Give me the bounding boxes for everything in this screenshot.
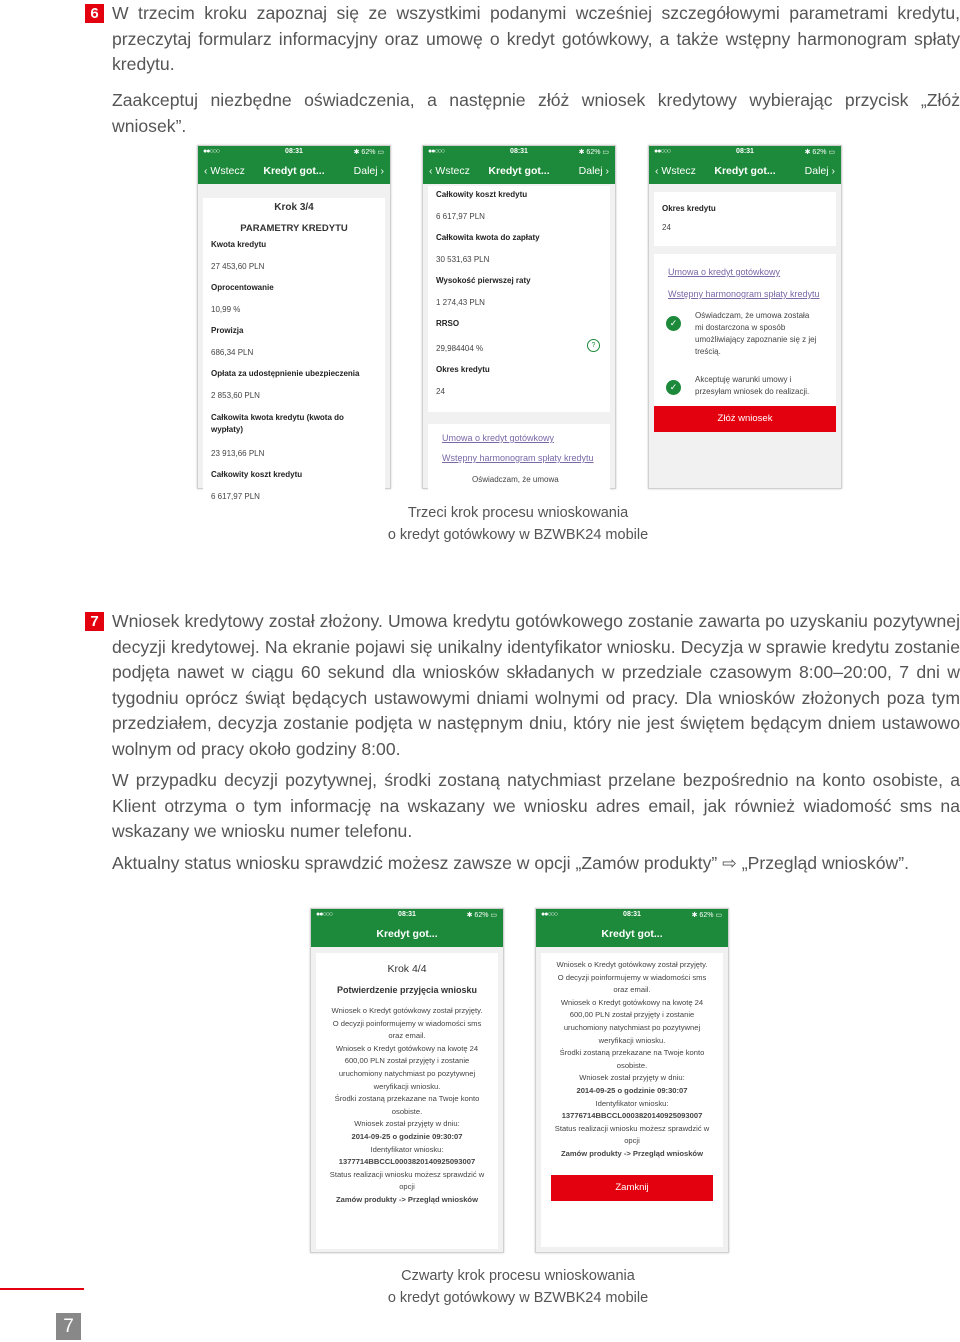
step-6-paragraph-1: W trzecim kroku zapoznaj się ze wszystkimi podanymi wcześniej szczegółowymi parametrami kredytu, przeczytaj formularz informacyjny oraz umowę o kredyt gotówkowy, a także wstępny harmonogram spłaty kredytu. — [112, 3, 960, 74]
status-time: 08:31 — [398, 911, 416, 918]
field-label: Całkowita kwota do zapłaty — [436, 233, 540, 242]
step-label: Krok 4/4 — [387, 963, 427, 975]
confirmation-line: Środki zostaną przekazane na Twoje konto osobiste. — [559, 1048, 705, 1070]
step-7-badge: 7 — [85, 612, 104, 631]
nav-bar — [311, 921, 503, 947]
checkmark-icon[interactable]: ✓ — [666, 316, 681, 331]
back-button[interactable]: ‹ Wstecz — [429, 165, 470, 177]
checkmark-icon[interactable]: ✓ — [666, 380, 681, 395]
phone-screenshot-step4-confirmation — [310, 908, 504, 1253]
signal-icon: ●●○○○ — [316, 911, 333, 918]
confirmation-date: 2014-09-25 o godzinie 09:30:07 — [351, 1131, 463, 1141]
field-label: Oprocentowanie — [211, 283, 274, 292]
nav-title: Kredyt got... — [714, 165, 776, 177]
battery-icon: ✱ 62% ▭ — [804, 149, 835, 156]
costs-list — [428, 186, 610, 412]
confirmation-line: Wniosek został przyjęty w dniu: — [579, 1073, 685, 1083]
application-id: 1377714BBCCL000382014092509300​7 — [338, 1157, 476, 1167]
field-value-rrso: 29,984404 % ? — [436, 344, 602, 353]
field-value: 23 913,66 PLN — [211, 449, 265, 458]
next-button[interactable]: Dalej › — [804, 165, 835, 177]
status-time: 08:31 — [510, 148, 528, 155]
field-label: Wysokość pierwszej raty — [436, 276, 531, 285]
phone-screenshot-step3-submit — [648, 145, 842, 489]
battery-icon: ✱ 62% ▭ — [578, 149, 609, 156]
nav-title: Kredyt got... — [263, 165, 325, 177]
confirmation-card — [541, 953, 723, 1247]
field-label: RRSO — [436, 319, 460, 328]
declaration-text-cut: Oświadczam, że umowa — [472, 475, 559, 484]
field-value: 27 453,60 PLN — [211, 262, 265, 271]
field-value: 6 617,97 PLN — [436, 212, 485, 221]
signal-icon: ●●○○○ — [541, 911, 558, 918]
field-label: Całkowity koszt kredytu — [436, 190, 528, 199]
back-button[interactable]: ‹ Wstecz — [655, 165, 696, 177]
close-button[interactable]: Zamknij — [551, 1175, 713, 1201]
field-label: Okres kredytu — [436, 365, 490, 374]
caption-line: Czwarty krok procesu wnioskowania — [401, 1268, 635, 1284]
confirmation-heading: Potwierdzenie przyjęcia wniosku — [336, 985, 478, 995]
step-7-paragraph-3: Aktualny status wniosku sprawdzić możesz zawsze w opcji „Zamów produkty” ⇨ „Przegląd wniosków”. — [112, 853, 909, 873]
nav-title: Kredyt got... — [376, 928, 438, 940]
params-list — [203, 238, 385, 517]
field-label: Całkowity koszt kredytu — [211, 470, 303, 479]
battery-icon: ✱ 62% ▭ — [466, 912, 497, 919]
footer-divider — [0, 1288, 84, 1290]
confirmation-line: Wniosek o Kredyt gotówkowy został przyjęty. — [556, 960, 708, 969]
confirmation-date: 2014-09-25 o godzinie 09:30:07 — [576, 1085, 688, 1095]
next-button[interactable]: Dalej › — [353, 165, 384, 177]
submit-application-button[interactable]: Złóż wniosek — [654, 406, 836, 432]
contract-link[interactable]: Umowa o kredyt gotówkowy — [442, 433, 555, 443]
confirmation-card — [316, 953, 498, 1249]
field-label: Opłata za udostępnienie ubezpieczenia — [211, 369, 360, 378]
declaration-row[interactable] — [654, 306, 836, 358]
confirmation-line: Zamów produkty -> Przegląd wniosków — [336, 1194, 478, 1204]
nav-bar — [198, 158, 390, 184]
field-label: Okres kredytu — [662, 204, 716, 213]
confirmation-line: Identyfikator wniosku: — [595, 1098, 669, 1108]
documents-links — [654, 254, 836, 306]
step-6-paragraph-2: Zaakceptuj niezbędne oświadczenia, a następnie złóż wniosek kredytowy wybierając przycisk „Złóż wniosek”. — [112, 90, 960, 136]
declarations — [654, 306, 836, 432]
nav-bar — [649, 158, 841, 184]
declaration-row[interactable] — [654, 370, 836, 398]
status-time: 08:31 — [285, 148, 303, 155]
nav-title: Kredyt got... — [601, 928, 663, 940]
field-value: 6 617,97 PLN — [211, 492, 260, 501]
battery-icon: ✱ 62% ▭ — [353, 149, 384, 156]
confirmation-line: Środki zostaną przekazane na Twoje konto osobiste. — [334, 1094, 480, 1116]
schedule-link[interactable]: Wstępny harmonogram spłaty kredytu — [442, 453, 594, 463]
section-title: PARAMETRY KREDYTU — [240, 223, 348, 234]
next-button[interactable]: Dalej › — [578, 165, 609, 177]
application-id: 13776714BBCCL0003820140925093007 — [561, 1111, 703, 1121]
field-value: 10,99 % — [211, 305, 241, 314]
confirmation-line: Zamów produkty -> Przegląd wniosków — [561, 1148, 703, 1158]
status-bar — [311, 909, 503, 921]
field-value: 686,34 PLN — [211, 348, 254, 357]
signal-icon: ●●○○○ — [654, 148, 671, 155]
confirmation-line: O decyzji poinformujemy w wiadomości sms oraz email. — [557, 972, 707, 995]
phone-screenshot-step4-close — [535, 908, 729, 1253]
schedule-link[interactable]: Wstępny harmonogram spłaty kredytu — [668, 289, 820, 299]
field-value: 24 — [662, 223, 671, 232]
status-bar — [649, 146, 841, 158]
nav-title: Kredyt got... — [488, 165, 550, 177]
confirmation-line: Wniosek o Kredyt gotówkowy na kwotę 24 600,00 PLN został przyjęty i zostanie uruchomiony natychmiast po pozytywnej weryfikacji wniosku. — [560, 997, 704, 1045]
phone-screenshot-step3-costs — [422, 145, 616, 489]
confirmation-line: O decyzji poinformujemy w wiadomości sms oraz email. — [332, 1018, 482, 1041]
nav-bar — [536, 921, 728, 947]
declaration-text: Oświadczam, że umowa została mi dostarczona w sposób umożliwiający zapoznanie się z jej treścią. — [695, 311, 817, 356]
page-number: 7 — [56, 1313, 81, 1340]
battery-icon: ✱ 62% ▭ — [691, 912, 722, 919]
field-value: 2 853,60 PLN — [211, 391, 260, 400]
field-label: Kwota kredytu — [211, 240, 267, 249]
caption-step-4 — [318, 1265, 718, 1309]
signal-icon: ●●○○○ — [428, 148, 445, 155]
step-6-badge: 6 — [85, 4, 104, 23]
field-label: Całkowita kwota kredytu (kwota do wypłaty) — [211, 413, 344, 434]
status-bar — [536, 909, 728, 921]
confirmation-line: Wniosek został przyjęty w dniu: — [354, 1119, 460, 1129]
step-7-paragraph-2: W przypadku decyzji pozytywnej, środki zostaną natychmiast przelane bezpośrednio na konto osobiste, a Klient otrzyma o tym informację na wskazany we wniosku adres email, jak również wiadomość sms na wskazany we wniosku numer telefonu. — [112, 770, 960, 841]
step-7-paragraph-1: Wniosek kredytowy został złożony. Umowa kredytu gotówkowego zostanie zawarta po uzyskaniu pozytywnej decyzji kredytowej. Na ekranie pojawi się unikalny identyfikator wniosku. Decyzja w sprawie kredytu zostanie podjęta nawet w ciągu 60 sekund dla wniosków składanych w przedziale czasowym 8:00–20:00, 7 dni w tygodniu oprócz świąt będących ustawowymi dniami wolnymi od pracy. Dla wniosków złożonych poza tym przedziałem, decyzja zostanie podjęta w następnym dniu, który nie jest świętem będącym dniem ustawowo wolnym od pracy około godziny 8:00. — [112, 611, 960, 759]
contract-link[interactable]: Umowa o kredyt gotówkowy — [668, 267, 781, 277]
confirmation-line: Wniosek o Kredyt gotówkowy został przyjęty. — [331, 1006, 483, 1015]
signal-icon: ●●○○○ — [203, 148, 220, 155]
confirmation-line: Wniosek o Kredyt gotówkowy na kwotę 24 600,00 PLN został przyjęty i zostanie uruchomiony natychmiast po pozytywnej weryfikacji wniosku. — [335, 1043, 479, 1091]
confirmation-line: Status realizacji wniosku możesz sprawdzić w opcji — [329, 1169, 485, 1192]
documents-links — [428, 424, 610, 496]
caption-line: o kredyt gotówkowy w BZWBK24 mobile — [387, 1290, 649, 1306]
status-time: 08:31 — [623, 911, 641, 918]
back-button[interactable]: ‹ Wstecz — [204, 165, 245, 177]
declaration-text: Akceptuję warunki umowy i przesyłam wniosek do realizacji. — [695, 375, 810, 396]
period-field — [654, 192, 836, 246]
status-bar — [423, 146, 615, 158]
field-value: 30 531,63 PLN — [436, 255, 490, 264]
step-label: Krok 3/4 — [274, 202, 314, 213]
nav-bar — [423, 158, 615, 184]
field-value: 24 — [436, 387, 445, 396]
field-label: Prowizja — [211, 326, 244, 335]
help-icon[interactable]: ? — [587, 339, 600, 352]
caption-line: o kredyt gotówkowy w BZWBK24 mobile — [387, 527, 649, 543]
field-value: 1 274,43 PLN — [436, 298, 485, 307]
caption-step-3 — [318, 502, 718, 546]
status-time: 08:31 — [736, 148, 754, 155]
confirmation-line: Identyfikator wniosku: — [370, 1144, 444, 1154]
step-header — [203, 198, 385, 238]
status-bar — [198, 146, 390, 158]
caption-line: Trzeci krok procesu wnioskowania — [407, 505, 629, 521]
confirmation-line: Status realizacji wniosku możesz sprawdzić w opcji — [554, 1123, 710, 1146]
phone-screenshot-step3-params — [197, 145, 391, 501]
